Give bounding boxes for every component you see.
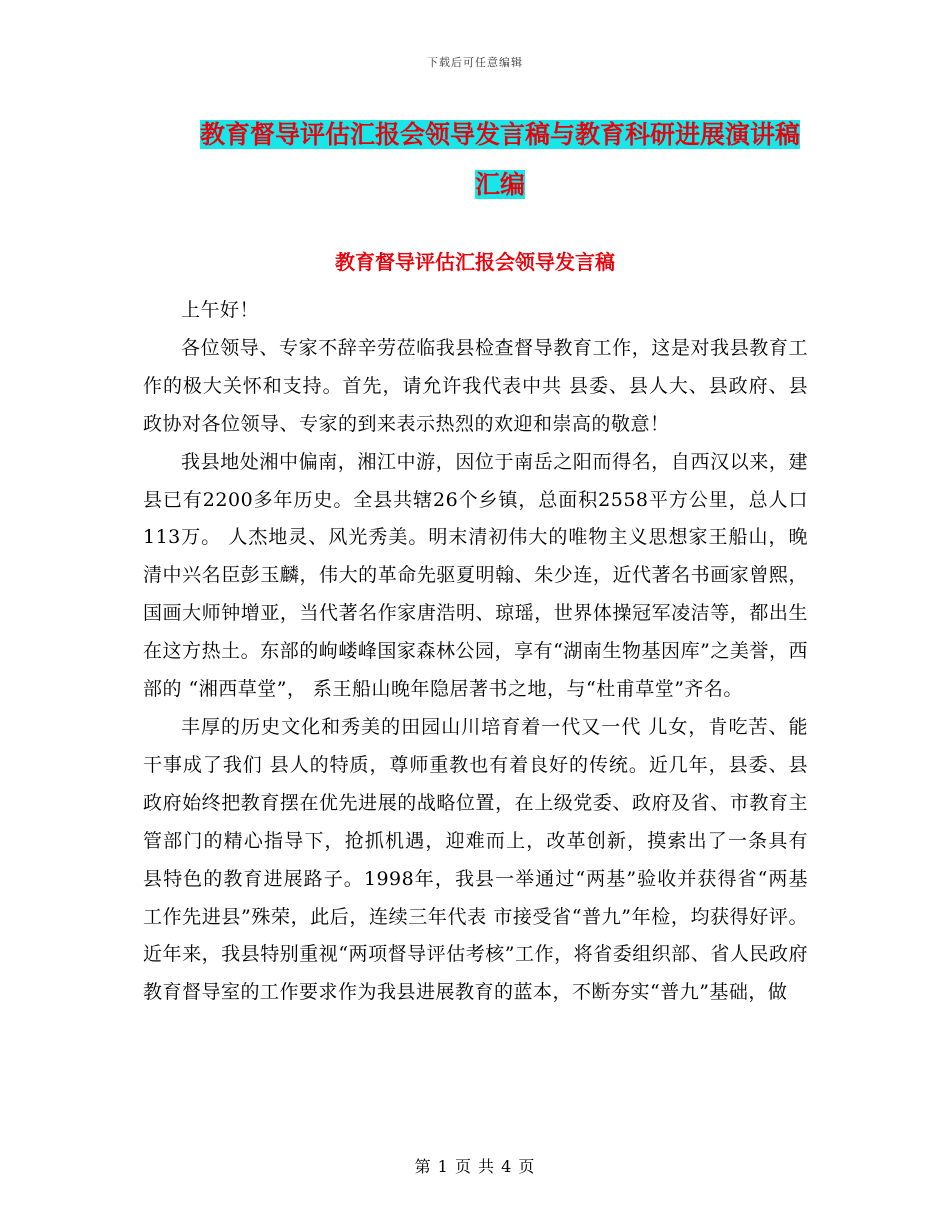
- page-header-note: 下载后可任意编辑: [427, 56, 523, 69]
- paragraph-greeting: 上午好！: [181, 299, 260, 321]
- paragraph-welcome: 各位领导、专家不辞辛劳莅临我县检查督导教育工作，这是对我县教育工作的极大关怀和支持。首先，请允许我代表中共 县委、县人大、县政府、县政协对各位领导、专家的到来表示热烈的欢迎和崇高的敬意！: [143, 336, 808, 435]
- document-title: [190, 110, 810, 210]
- document-title-text: 教育督导评估汇报会领导发言稿与教育科研进展演讲稿汇编: [199, 120, 800, 199]
- paragraph-county-intro: 我县地处湘中偏南，湘江中游，因位于南岳之阳而得名，自西汉以来，建县已有2200多年历史。全县共辖26个乡镇，总面积2558平方公里，总人口113万。 人杰地灵、风光秀美。明末清初伟大的唯物主义思想家王船山，晚清中兴名臣彭玉麟，伟大的革命先驱夏明翰、朱少连，近代著名书画家曾熙，国画大师钟增亚，当代著名作家唐浩明、琼瑶，世界体操冠军凌洁等，都出生在这方热土。东部的岣嵝峰国家森林公园，享有“湖南生物基因库”之美誉，西部的 “湘西草堂”， 系王船山晚年隐居著书之地，与“杜甫草堂”齐名。: [143, 450, 808, 701]
- page-footer: 第 1 页 共 4 页: [414, 1157, 536, 1176]
- section-title: 教育督导评估汇报会领导发言稿: [335, 250, 615, 274]
- document-body: [143, 292, 808, 1012]
- paragraph-education-development: 丰厚的历史文化和秀美的田园山川培育着一代又一代 儿女，肯吃苦、能干事成了我们 县人的特质，尊师重教也有着良好的传统。近几年，县委、县政府始终把教育摆在优先进展的战略位置，在上级党委、政府及省、市教育主管部门的精心指导下，抢抓机遇，迎难而上，改革创新，摸索出了一条具有 县特色的教育进展路子。1998年，我县一举通过“两基”验收并获得省“两基工作先进县”殊荣，此后，连续三年代表 市接受省“普九”年检，均获得好评。近年来，我县特别重视“两项督导评估考核”工作，将省委组织部、省人民政府教育督导室的工作要求作为我县进展教育的蓝本，不断夯实“普九”基础，做: [143, 715, 808, 1004]
